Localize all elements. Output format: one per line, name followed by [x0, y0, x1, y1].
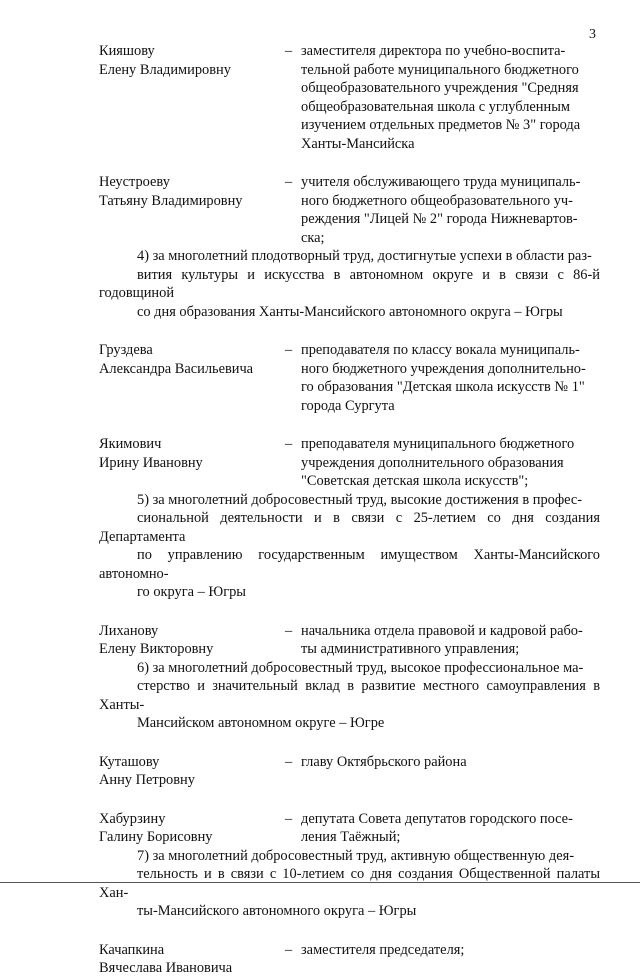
name-line: Неустроеву	[99, 174, 170, 190]
name-line: Ирину Ивановну	[99, 454, 203, 471]
name-line: Елену Викторовну	[99, 641, 214, 657]
name-line: Качапкина	[99, 941, 165, 958]
award-entry	[99, 42, 600, 153]
name-line: Кияшову	[99, 43, 155, 59]
award-entry	[99, 810, 600, 847]
person-name	[99, 753, 285, 790]
section-paragraph: 6) за многолетний добросовестный труд, высокое профессиональное ма- стерство и значительный вклад в развитие местного самоуправления в Ханты- Мансийском автономном округе – Югре	[99, 659, 600, 731]
dash: –	[285, 941, 293, 958]
footer-rule	[0, 882, 640, 883]
award-entry	[99, 173, 600, 247]
name-line: Татьяну Владимировну	[99, 192, 243, 209]
document-body	[99, 42, 600, 978]
award-entry	[99, 941, 600, 978]
person-name	[99, 810, 285, 847]
name-line: Вячеслава Ивановича	[99, 960, 233, 976]
name-line: Груздева	[99, 342, 153, 358]
name-line: Хабурзину	[99, 810, 166, 827]
dash: –	[285, 342, 293, 358]
person-name	[99, 341, 285, 415]
dash: –	[285, 174, 293, 190]
position-description: начальника отдела правовой и кадровой рабо- ты административного управления;	[301, 622, 583, 657]
person-name	[99, 622, 285, 659]
section-paragraph: 5) за многолетний добросовестный труд, высокие достижения в профес- сиональной деятельности и в связи с 25-летием со дня создания Департамента по управлению государственным имуществом Ханты-Мансийского автономно- го округа – Югры	[99, 491, 600, 600]
award-entry	[99, 341, 600, 415]
position-description: заместителя директора по учебно-воспита- тельной работе муниципального бюджетного общеобразовательного учреждения "Средняя общеобразовательная школа с углубленным изучением отдельных предметов № 3" города Ханты-Мансийска	[301, 43, 581, 152]
award-entry	[99, 753, 600, 790]
person-name	[99, 173, 285, 247]
award-entry	[99, 435, 600, 491]
position-description: депутата Совета депутатов городского посе- ления Таёжный;	[301, 810, 573, 845]
dash: –	[285, 753, 293, 770]
name-line: Галину Борисовну	[99, 829, 213, 845]
position-description: заместителя председателя;	[301, 941, 465, 958]
name-line: Александра Васильевича	[99, 360, 254, 377]
person-name	[99, 941, 285, 978]
dash: –	[285, 622, 293, 639]
position-description: учителя обслуживающего труда муниципаль- ного бюджетного общеобразовательного уч- реждения "Лицей № 2" города Нижневартов- ска;	[301, 174, 581, 246]
section-paragraph: 4) за многолетний плодотворный труд, достигнутые успехи в области раз- вития культуры и искусства в автономном округе и в связи с 86-й годовщиной со дня образования Ханты-Мансийского автономного округа – Югры	[99, 248, 600, 320]
name-line: Куташову	[99, 753, 160, 770]
dash: –	[285, 43, 293, 59]
page-number: 3	[589, 27, 596, 42]
dash: –	[285, 436, 293, 452]
name-line: Якимович	[99, 436, 162, 452]
name-line: Елену Владимировну	[99, 61, 231, 78]
dash: –	[285, 810, 293, 827]
position-description: главу Октябрьского района	[301, 753, 467, 770]
position-description: преподавателя муниципального бюджетного учреждения дополнительного образования "Советская детская школа искусств";	[301, 436, 575, 489]
person-name	[99, 42, 285, 153]
section-paragraph: 7) за многолетний добросовестный труд, активную общественную дея- тельность и в связи с 10-летием со дня создания Общественной палаты Хан- ты-Мансийского автономного округа – Югры	[99, 847, 600, 919]
name-line: Лиханову	[99, 622, 159, 639]
name-line: Анну Петровну	[99, 772, 195, 788]
person-name	[99, 435, 285, 491]
award-entry	[99, 622, 600, 659]
position-description: преподавателя по классу вокала муниципаль- ного бюджетного учреждения дополнительно- го образования "Детская школа искусств № 1" города Сургута	[301, 342, 586, 414]
